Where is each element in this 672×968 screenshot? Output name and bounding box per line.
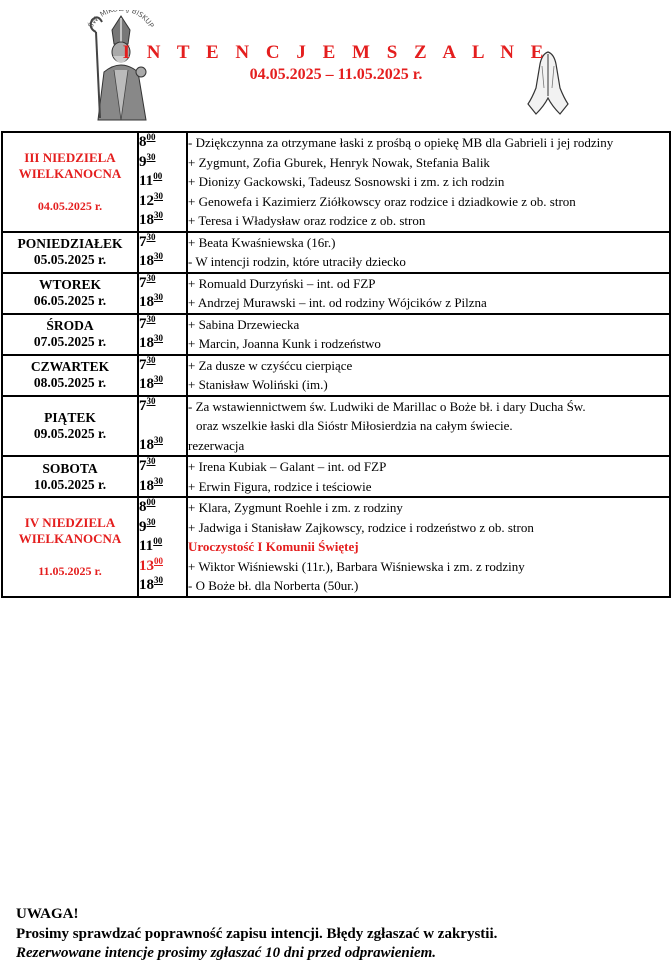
mass-time <box>139 315 186 335</box>
mass-hour: 8 <box>139 134 147 150</box>
mass-time <box>139 252 186 272</box>
mass-time <box>139 537 186 557</box>
intention-text: + Beata Kwaśniewska (16r.) <box>188 234 336 250</box>
notice <box>16 905 497 964</box>
intention-text: - Za wstawiennictwem św. Ludwiki de Marillac o Boże bł. i dary Ducha Św. <box>188 398 586 414</box>
intention-text: Uroczystość I Komunii Świętej <box>188 539 359 554</box>
mass-time <box>139 133 186 153</box>
day-row <box>2 273 670 314</box>
mass-hour: 18 <box>139 253 154 269</box>
mass-hour: 7 <box>139 233 147 250</box>
mass-time <box>139 293 186 313</box>
day-date: 10.05.2025 r. <box>33 476 107 492</box>
mass-minutes: 30 <box>154 292 163 302</box>
mass-time <box>139 153 186 173</box>
day-date: 04.05.2025 r. <box>37 198 103 213</box>
mass-time <box>139 416 186 436</box>
mass-time <box>139 576 186 596</box>
day-name: CZWARTEK <box>30 359 110 374</box>
times-cell <box>138 497 187 597</box>
notice-line-1: Prosimy sprawdzać poprawność zapisu intencji. Błędy zgłaszać w zakrystii. <box>16 925 498 942</box>
mass-time <box>139 233 186 253</box>
intentions-cell <box>187 132 670 232</box>
mass-time <box>139 375 186 395</box>
mass-hour: 18 <box>139 577 154 593</box>
mass-time <box>139 397 186 417</box>
intention-text: + Romuald Durzyński – int. od FZP <box>188 275 376 291</box>
intentions-cell <box>187 497 670 597</box>
times-cell <box>138 314 187 355</box>
mass-time <box>139 192 186 212</box>
mass-minutes: 30 <box>146 313 156 324</box>
mass-intentions-table <box>1 131 671 598</box>
mass-hour: 7 <box>139 274 147 291</box>
intention-text: + Dionizy Gackowski, Tadeusz Sosnowski i zm. z ich rodzin <box>188 174 505 189</box>
mass-hour: 7 <box>139 315 147 332</box>
intention-text: + Za dusze w czyśćcu cierpiące <box>188 357 353 373</box>
mass-minutes: 30 <box>154 575 163 585</box>
times-cell <box>138 273 187 314</box>
day-cell <box>2 396 138 457</box>
intention-text: + Stanisław Woliński (im.) <box>188 377 328 392</box>
mass-minutes: 30 <box>146 516 156 527</box>
mass-time <box>139 477 186 497</box>
mass-minutes: 30 <box>146 354 156 365</box>
intentions-cell <box>187 232 670 273</box>
mass-minutes: 00 <box>146 132 156 142</box>
day-row <box>2 132 670 232</box>
mass-time <box>139 274 186 294</box>
mass-hour: 9 <box>139 518 147 535</box>
day-date: 05.05.2025 r. <box>33 252 107 267</box>
day-date: 09.05.2025 r. <box>33 425 107 441</box>
day-name: ŚRODA <box>46 318 94 333</box>
intention-text: + Sabina Drzewiecka <box>188 316 300 332</box>
mass-time <box>139 498 186 518</box>
mass-hour: 13 <box>139 557 154 574</box>
page-title: I N T E N C J E M S Z A L N E <box>122 42 550 63</box>
notice-line-2: Rezerwowane intencje prosimy zgłaszać 10 dni przed odprawieniem. <box>16 945 437 961</box>
intention-text: oraz wszelkie łaski dla Sióstr Miłosierdzia na całym świecie. <box>196 418 513 433</box>
day-cell <box>2 314 138 355</box>
mass-hour: 18 <box>139 376 154 392</box>
intention-text: - Dziękczynna za otrzymane łaski z prośbą o opiekę MB dla Gabrieli i jej rodziny <box>188 135 614 150</box>
day-cell <box>2 132 138 232</box>
mass-hour: 12 <box>139 192 154 209</box>
mass-hour: 11 <box>139 173 154 189</box>
day-date: 11.05.2025 r. <box>38 563 102 578</box>
mass-minutes: 30 <box>146 395 156 406</box>
mass-hour: 7 <box>139 356 147 373</box>
times-cell <box>138 355 187 396</box>
day-row <box>2 355 670 396</box>
mass-time <box>139 334 186 354</box>
intention-text: - O Boże bł. dla Norberta (50ur.) <box>188 578 359 593</box>
day-name: SOBOTA <box>42 460 98 476</box>
mass-minutes: 00 <box>146 497 156 507</box>
mass-hour: 7 <box>139 458 147 474</box>
times-cell <box>138 132 187 232</box>
mass-hour: 18 <box>139 212 154 228</box>
day-name: III NIEDZIELA WIELKANOCNA <box>18 149 122 181</box>
intention-text: + Genowefa i Kazimierz Ziółkowscy oraz rodzice i dziadkowie z ob. stron <box>188 193 576 209</box>
day-row <box>2 314 670 355</box>
mass-minutes: 00 <box>153 171 163 181</box>
intention-text: + Klara, Zygmunt Roehle i zm. z rodziny <box>188 500 403 515</box>
date-range: 04.05.2025 – 11.05.2025 r. <box>249 66 423 83</box>
logo-text: ŚW. MIK BISKUP <box>86 10 156 30</box>
day-cell <box>2 497 138 597</box>
mass-minutes: 30 <box>154 251 163 261</box>
day-name: IV NIEDZIELA WIELKANOCNA <box>18 514 122 546</box>
mass-hour: 18 <box>139 477 154 494</box>
mass-time <box>139 557 186 577</box>
intention-text: + Zygmunt, Zofia Gburek, Henryk Nowak, Stefania Balik <box>188 154 490 170</box>
times-cell <box>138 396 187 457</box>
intentions-cell <box>187 355 670 396</box>
mass-time <box>139 211 186 231</box>
mass-hour: 11 <box>139 538 154 554</box>
mass-minutes: 30 <box>154 475 163 486</box>
mass-time <box>139 457 186 477</box>
mass-minutes: 30 <box>146 231 156 242</box>
mass-minutes: 30 <box>146 456 156 466</box>
mass-hour: 18 <box>139 294 154 310</box>
day-date: 07.05.2025 r. <box>33 334 107 349</box>
day-cell <box>2 456 138 497</box>
intentions-cell <box>187 456 670 497</box>
mass-minutes: 30 <box>154 190 163 201</box>
intention-text: + Erwin Figura, rodzice i teściowie <box>188 478 372 494</box>
day-cell <box>2 273 138 314</box>
day-cell <box>2 355 138 396</box>
mass-hour: 8 <box>139 499 147 515</box>
mass-minutes: 30 <box>154 210 163 220</box>
mass-time <box>139 436 186 456</box>
mass-time <box>139 356 186 376</box>
intention-text: - W intencji rodzin, które utraciły dziecko <box>188 254 406 269</box>
day-row <box>2 396 670 457</box>
times-cell <box>138 456 187 497</box>
day-name: PIĄTEK <box>44 409 96 425</box>
intention-text: + Wiktor Wiśniewski (11r.), Barbara Wiśniewska i zm. z rodziny <box>188 558 525 574</box>
intentions-cell <box>187 314 670 355</box>
notice-heading: UWAGA! <box>16 906 79 922</box>
intention-text: + Jadwiga i Stanisław Zajkowscy, rodzice i rodzeństwo z ob. stron <box>188 519 534 535</box>
times-cell <box>138 232 187 273</box>
mass-minutes: 30 <box>154 374 163 384</box>
mass-time <box>139 518 186 538</box>
mass-hour: 18 <box>139 436 154 453</box>
day-row <box>2 232 670 273</box>
day-date: 06.05.2025 r. <box>33 293 107 308</box>
intentions-cell <box>187 273 670 314</box>
intentions-cell <box>187 396 670 457</box>
mass-hour: 18 <box>139 335 154 351</box>
day-date: 08.05.2025 r. <box>33 375 107 390</box>
intention-text: + Andrzej Murawski – int. od rodziny Wójcików z Pilzna <box>188 295 487 310</box>
mass-hour: 9 <box>139 153 147 170</box>
mass-minutes: 30 <box>146 272 156 283</box>
day-name: PONIEDZIAŁEK <box>17 236 123 251</box>
day-name: WTOREK <box>38 277 101 292</box>
mass-minutes: 30 <box>146 151 156 162</box>
mass-minutes: 30 <box>154 434 163 445</box>
mass-minutes: 30 <box>154 333 163 343</box>
day-row <box>2 497 670 597</box>
intention-text: + Irena Kubiak – Galant – int. od FZP <box>188 459 387 474</box>
day-cell <box>2 232 138 273</box>
intention-text: + Teresa i Władysław oraz rodzice z ob. stron <box>188 213 426 228</box>
mass-minutes: 00 <box>153 536 163 546</box>
intention-text: + Marcin, Joanna Kunk i rodzeństwo <box>188 336 381 351</box>
mass-minutes: 00 <box>154 555 163 566</box>
day-row <box>2 456 670 497</box>
mass-hour: 7 <box>139 397 147 414</box>
mass-time <box>139 172 186 192</box>
intention-text: rezerwacja <box>188 437 245 453</box>
